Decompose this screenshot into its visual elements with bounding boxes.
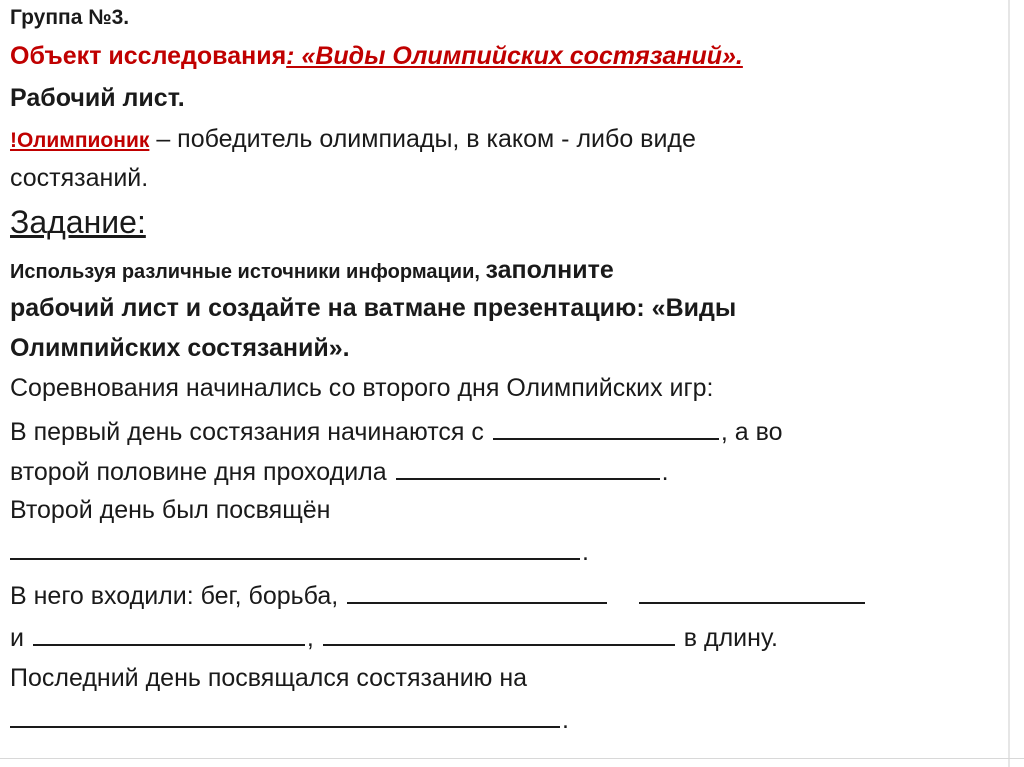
body-line-3-start: второй половине дня проходила [10,457,394,486]
slide-right-border [1008,0,1010,767]
fill-in-blank-second-day[interactable] [10,534,580,560]
body-line-7 [10,620,778,653]
body-line-3 [10,454,669,487]
fill-in-blank-sport-2[interactable] [639,578,865,604]
body-line-2-end: , а во [720,417,783,446]
task-intro-small: Используя различные источники информации, [10,261,486,283]
body-line-7-end: в длину. [676,623,778,652]
task-line-3: Олимпийских состязаний». [10,334,350,362]
body-line-6 [10,578,867,611]
fill-in-blank-sport-3[interactable] [33,620,305,646]
research-object-value: : «Виды Олимпийских состязаний». [286,42,743,70]
definition-text: – победитель олимпиады, в каком - либо виде [149,125,696,153]
worksheet-title: Рабочий лист. [10,84,185,112]
body-line-7-comma: , [306,623,321,652]
research-object [10,42,743,71]
body-line-9 [10,702,569,735]
task-intro-large: заполните [485,256,614,284]
body-line-4: Второй день был посвящён [10,496,331,524]
task-intro [10,256,614,285]
definition-line-2: состязаний. [10,164,149,192]
definition-line-1 [10,125,696,154]
body-line-5-end: . [582,537,589,566]
body-line-2 [10,414,783,447]
group-title: Группа №3. [10,6,130,29]
fill-in-blank-last-day[interactable] [10,702,560,728]
body-line-1: Соревнования начинались со второго дня Олимпийских игр: [10,374,714,402]
body-line-9-end: . [562,705,569,734]
body-line-6-start: В него входили: бег, борьба, [10,581,346,610]
body-line-8: Последний день посвящался состязанию на [10,664,528,692]
research-object-label: Объект исследования [10,42,287,70]
body-line-3-end: . [661,457,669,486]
body-line-2-start: В первый день состязания начинаются с [10,417,491,446]
body-line-7-start: и [10,623,31,652]
fill-in-blank-sport-4[interactable] [323,620,675,646]
definition-term: !Олимпионик [10,129,150,152]
task-heading: Задание: [10,204,146,240]
fill-in-blank-afternoon[interactable] [396,454,660,480]
task-line-2: рабочий лист и создайте на ватмане презентацию: «Виды [10,294,737,322]
fill-in-blank-sport-1[interactable] [347,578,607,604]
slide-bottom-border [0,758,1024,759]
body-line-5 [10,534,589,567]
fill-in-blank-first-day[interactable] [493,414,719,440]
